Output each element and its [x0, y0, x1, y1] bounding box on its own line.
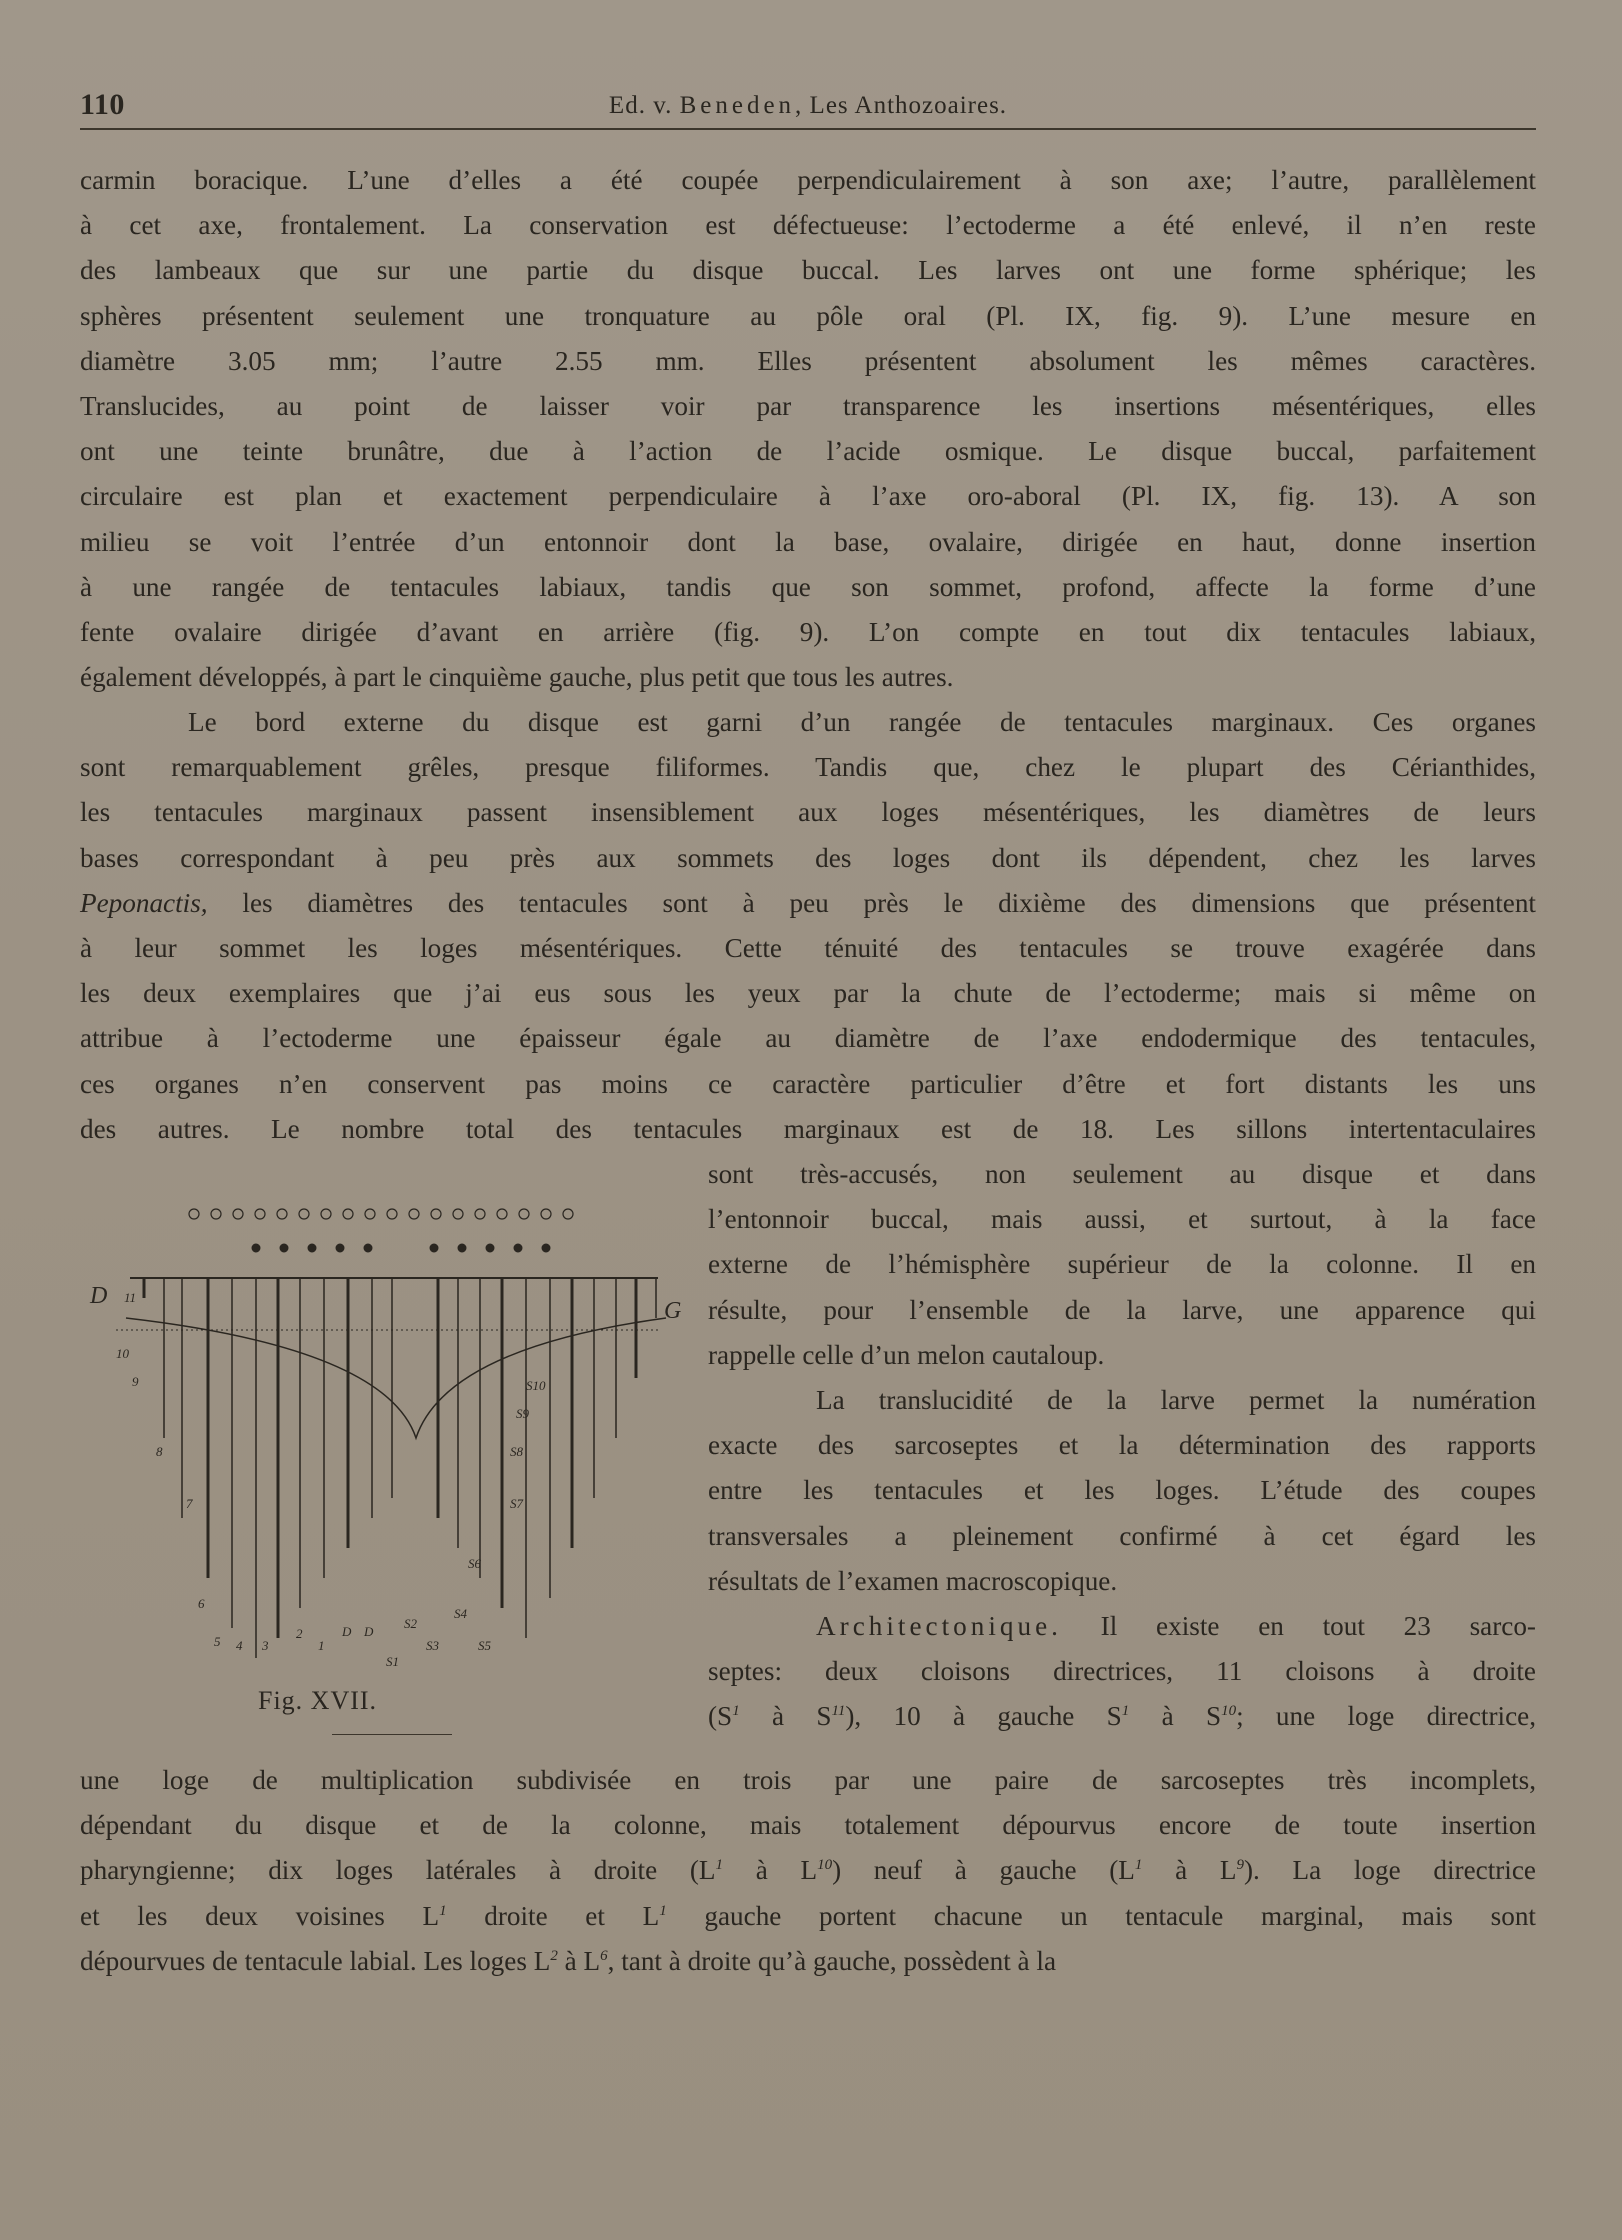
- text-line: [80, 1848, 1536, 1893]
- superscript: 1: [732, 1703, 740, 1720]
- labial-marker: [430, 1244, 438, 1252]
- figure-xvii: [86, 1198, 686, 1668]
- tentacle-marker: [321, 1209, 331, 1219]
- text-span: (S: [708, 1701, 733, 1732]
- septum-label: S8: [510, 1444, 523, 1459]
- text-line: carmin boracique. L’une d’elles a été coupée perpendiculairement à son axe; l’autre, parallèlement: [80, 165, 1536, 195]
- septum-label: S2: [404, 1616, 417, 1631]
- superscript: 1: [715, 1857, 723, 1874]
- text-span: gauche portent chacune un tentacule marginal, mais sont: [666, 1900, 1536, 1931]
- text-line: fente ovalaire dirigée d’avant en arrière (fig. 9). L’on compte en tout dix tentacules labiaux,: [80, 617, 1536, 648]
- text-span: pharyngienne; dix loges latérales à droite (L: [80, 1855, 716, 1886]
- text-line: des lambeaux que sur une partie du disque buccal. Les larves ont une forme sphérique; les: [80, 255, 1536, 286]
- text-line: [708, 1604, 1536, 1649]
- label-d: D: [90, 1283, 108, 1309]
- superscript: 11: [831, 1703, 846, 1720]
- text-line: sont remarquablement grêles, presque filiformes. Tandis que, chez le plupart des Cérianthides,: [80, 752, 1536, 783]
- tentacle-marker: [387, 1209, 397, 1219]
- loge-number: 1: [318, 1638, 325, 1653]
- labial-marker: [364, 1244, 372, 1252]
- septum-label: S9: [516, 1406, 529, 1421]
- septum-label: S3: [426, 1638, 439, 1653]
- text-span: à S: [739, 1701, 832, 1732]
- text-line: résultats de l’examen macroscopique.: [708, 1565, 1118, 1596]
- text-line: bases correspondant à peu près aux sommets des loges dont ils dépendent, chez les larves: [80, 842, 1536, 873]
- tentacle-marker: [277, 1209, 287, 1219]
- text-span: Il existe en tout 23 sarco-: [1061, 1611, 1536, 1642]
- tentacle-marker: [563, 1209, 573, 1219]
- text-line: sphères présentent seulement une tronquature au pôle oral (Pl. IX, fig. 9). L’une mesure en: [80, 300, 1536, 331]
- tentacle-marker: [409, 1209, 419, 1219]
- labial-marker: [308, 1244, 316, 1252]
- tentacle-marker: [233, 1209, 243, 1219]
- text-span: ), 10 à gauche S: [845, 1701, 1122, 1732]
- superscript: 1: [659, 1902, 667, 1919]
- paragraph-4: [80, 1758, 1536, 1984]
- text-line: Le bord externe du disque est garni d’un rangée de tentacules marginaux. Ces organes: [188, 707, 1536, 737]
- tentacle-marker: [519, 1209, 529, 1219]
- text-line: [708, 1694, 1536, 1739]
- labial-marker: [514, 1244, 522, 1252]
- tentacle-marker: [475, 1209, 485, 1219]
- text-line: [80, 881, 1536, 926]
- superscript: 1: [1134, 1857, 1143, 1874]
- text-span: les diamètres des tentacules sont à peu près le dixième des dimensions que présentent: [207, 887, 1536, 918]
- text-line: Translucides, au point de laisser voir par transparence les insertions mésentériques, elles: [80, 391, 1536, 422]
- text-span: à L: [723, 1855, 818, 1886]
- labial-marker: [336, 1244, 344, 1252]
- text-span: dépourvues de tentacule labial. Les loges L: [80, 1945, 551, 1976]
- running-title: [80, 92, 1536, 120]
- text-line: une loge de multiplication subdivisée en trois par une paire de sarcoseptes très incomplets,: [80, 1765, 1536, 1795]
- page-number: 110: [80, 88, 125, 121]
- figure-separator: [332, 1734, 452, 1735]
- text-line: résulte, pour l’ensemble de la larve, une apparence qui: [708, 1294, 1536, 1325]
- superscript: 10: [1221, 1703, 1237, 1720]
- text-line: également développés, à part le cinquième gauche, plus petit que tous les autres.: [80, 662, 954, 693]
- septum-label: S10: [526, 1378, 546, 1393]
- labial-marker: [252, 1244, 260, 1252]
- text-line: ces organes n’en conservent pas moins ce caractère particulier d’être et fort distants les uns: [80, 1068, 1536, 1099]
- wrapped-text: [708, 1152, 1536, 1740]
- septum-label: S5: [478, 1638, 491, 1653]
- tentacle-marker: [453, 1209, 463, 1219]
- text-line: [80, 1939, 1536, 1984]
- septum-label: S6: [468, 1556, 481, 1571]
- text-span: ). La loge directrice: [1243, 1855, 1537, 1886]
- text-span: à L: [1142, 1855, 1237, 1886]
- text-line: dépendant du disque et de la colonne, mais totalement dépourvus encore de toute insertion: [80, 1810, 1536, 1841]
- tentacle-marker: [255, 1209, 265, 1219]
- directrice-label: D: [364, 1624, 374, 1639]
- text-line: transversales a pleinement confirmé à cet égard les: [708, 1520, 1536, 1551]
- text-line: attribue à l’ectoderme une épaisseur égale au diamètre de l’axe endodermique des tentacules,: [80, 1023, 1536, 1054]
- tentacle-marker: [189, 1209, 199, 1219]
- tentacle-marker: [299, 1209, 309, 1219]
- text-line: à une rangée de tentacules labiaux, tandis que son sommet, profond, affecte la forme d’une: [80, 571, 1536, 602]
- text-span: ; une loge directrice,: [1236, 1701, 1537, 1732]
- loge-number: 3: [262, 1638, 269, 1653]
- section-heading: Architectonique.: [816, 1611, 1062, 1642]
- text-line: La translucidité de la larve permet la numération: [816, 1385, 1536, 1416]
- running-author-name: Beneden: [679, 92, 796, 119]
- running-author-prefix: Ed. v.: [608, 92, 673, 119]
- text-line: sont très-accusés, non seulement au disque et dans: [708, 1159, 1536, 1189]
- text-span: et les deux voisines L: [80, 1900, 440, 1931]
- superscript: 6: [600, 1947, 608, 1964]
- tentacle-marker: [497, 1209, 507, 1219]
- loge-number: 5: [214, 1634, 221, 1649]
- text-line: les deux exemplaires que j’ai eus sous les yeux par la chute de l’ectoderme; mais si même on: [80, 978, 1536, 1009]
- text-line: entre les tentacules et les loges. L’étude des coupes: [708, 1475, 1536, 1506]
- text-line: septes: deux cloisons directrices, 11 cloisons à droite: [708, 1656, 1536, 1687]
- loge-number: 7: [186, 1496, 193, 1511]
- septum-label: S1: [386, 1654, 399, 1668]
- genus-name: Peponactis,: [80, 887, 208, 918]
- loge-number: 2: [296, 1626, 303, 1641]
- text-line: [80, 1894, 1536, 1939]
- text-line: rappelle celle d’un melon cautaloup.: [708, 1339, 1105, 1370]
- text-line: des autres. Le nombre total des tentacules marginaux est de 18. Les sillons intertentaculaires: [80, 1113, 1536, 1144]
- tentacle-marker: [211, 1209, 221, 1219]
- label-g: G: [664, 1298, 682, 1324]
- figure-caption: Fig. XVII.: [258, 1686, 378, 1715]
- text-line: ont une teinte brunâtre, due à l’action de l’acide osmique. Le disque buccal, parfaitement: [80, 436, 1536, 467]
- labial-marker: [458, 1244, 466, 1252]
- superscript: 1: [439, 1902, 447, 1919]
- tentacle-marker: [343, 1209, 353, 1219]
- text-span: à S: [1129, 1701, 1222, 1732]
- text-line: diamètre 3.05 mm; l’autre 2.55 mm. Elles présentent absolument les mêmes caractères.: [80, 345, 1536, 376]
- text-span: ) neuf à gauche (L: [832, 1855, 1135, 1886]
- directrice-label: D: [342, 1624, 352, 1639]
- text-line: les tentacules marginaux passent insensiblement aux loges mésentériques, les diamètres de leurs: [80, 797, 1536, 828]
- header-rule: [80, 128, 1536, 130]
- text-span: droite et L: [446, 1900, 660, 1931]
- paragraph-2: [80, 700, 1536, 1152]
- text-line: exacte des sarcoseptes et la détermination des rapports: [708, 1430, 1536, 1461]
- paragraph-1: [80, 158, 1536, 700]
- superscript: 1: [1121, 1703, 1130, 1720]
- text-line: l’entonnoir buccal, mais aussi, et surtout, à la face: [708, 1204, 1536, 1235]
- labial-marker: [280, 1244, 288, 1252]
- superscript: 9: [1236, 1857, 1244, 1874]
- loge-number: 8: [156, 1444, 163, 1459]
- text-span: , tant à droite qu’à gauche, possèdent à la: [607, 1945, 1057, 1976]
- loge-number: 4: [236, 1638, 243, 1653]
- loge-number: 9: [132, 1374, 139, 1389]
- superscript: 10: [817, 1857, 833, 1874]
- text-line: à cet axe, frontalement. La conservation est défectueuse: l’ectoderme a été enlevé, il n’en reste: [80, 210, 1536, 241]
- tentacle-marker: [365, 1209, 375, 1219]
- superscript: 2: [550, 1947, 558, 1964]
- running-work-title: , Les Anthozoaires.: [795, 92, 1008, 119]
- septum-label: S4: [454, 1606, 467, 1621]
- tentacle-marker: [541, 1209, 551, 1219]
- labial-marker: [486, 1244, 494, 1252]
- labial-marker: [542, 1244, 550, 1252]
- text-line: milieu se voit l’entrée d’un entonnoir dont la base, ovalaire, dirigée en haut, donne insertion: [80, 526, 1536, 557]
- text-line: externe de l’hémisphère supérieur de la colonne. Il en: [708, 1249, 1536, 1280]
- text-line: à leur sommet les loges mésentériques. Cette ténuité des tentacules se trouve exagérée dans: [80, 933, 1536, 964]
- running-header: [80, 86, 1536, 126]
- loge-number: 11: [124, 1290, 137, 1305]
- septum-label: S7: [510, 1496, 523, 1511]
- text-span: à L: [557, 1945, 601, 1976]
- septa-diagram: [86, 1198, 686, 1668]
- text-line: circulaire est plan et exactement perpendiculaire à l’axe oro-aboral (Pl. IX, fig. 13). A son: [80, 481, 1536, 512]
- loge-number: 6: [198, 1596, 205, 1611]
- tentacle-marker: [431, 1209, 441, 1219]
- loge-number: 10: [116, 1346, 129, 1361]
